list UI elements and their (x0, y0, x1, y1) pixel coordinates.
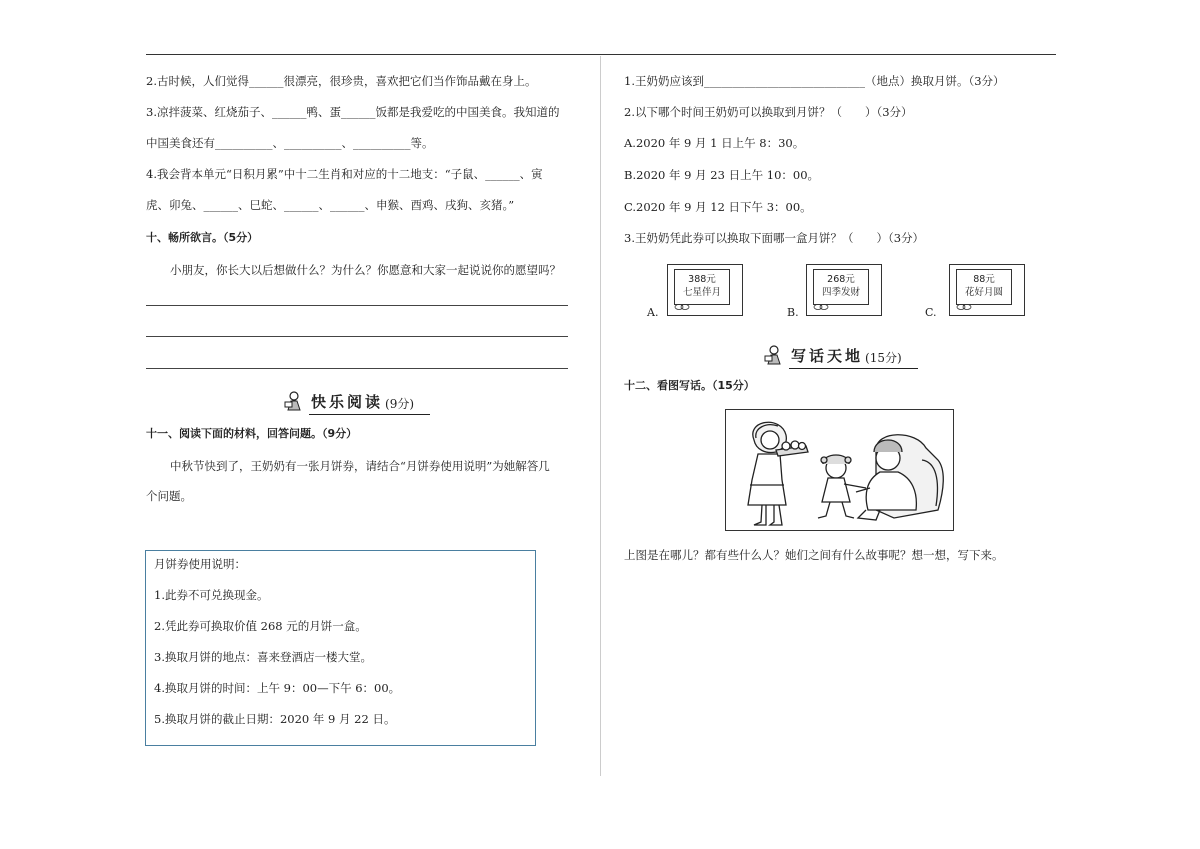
mooncake-price: 268元 (827, 274, 855, 285)
mooncake-box-b (806, 264, 882, 316)
notice-item: 4.换取月饼的时间：上午 9：00—下午 6：00。 (154, 681, 401, 695)
header-underline (309, 414, 430, 415)
option-b: B.2020 年 9 月 23 日上午 10：00。 (624, 168, 820, 182)
mooncake-icon (813, 302, 829, 310)
column-divider (600, 56, 601, 776)
reading-section-title: 快乐阅读 (311, 393, 384, 411)
right-question-1: 1.王奶奶应该到____________________________（地点）换取月饼。（3分） (624, 74, 1005, 88)
writing-section-header (763, 340, 902, 366)
writing-section-title: 写话天地 (791, 347, 864, 365)
notice-item: 5.换取月饼的截止日期：2020 年 9 月 22 日。 (154, 712, 396, 726)
right-question-3: 3.王奶奶凭此券可以换取下面哪一盒月饼？（ ）（3分） (624, 231, 925, 245)
box-letter-b: B. (787, 306, 799, 319)
mooncake-box-c (949, 264, 1025, 316)
section-11-title: 十一、阅读下面的材料，回答问题。（9分） (146, 427, 358, 440)
reading-section-header (283, 386, 414, 412)
mooncake-icon (956, 302, 972, 310)
notice-item: 3.换取月饼的地点：喜来登酒店一楼大堂。 (154, 650, 372, 664)
writing-boy-icon (763, 344, 785, 366)
question-2: 2.古时候，人们觉得______很漂亮，很珍贵，喜欢把它们当作饰品戴在身上。 (146, 74, 537, 88)
writing-line[interactable] (146, 368, 568, 369)
mooncake-price: 88元 (973, 274, 995, 285)
family-scene-drawing (726, 410, 952, 529)
question-4-line-1: 4.我会背本单元“日积月累”中十二生肖和对应的十二地支：“子鼠、______、寅 (146, 167, 543, 181)
mooncake-name: 花好月圆 (964, 287, 1003, 298)
section-10-prompt: 小朋友，你长大以后想做什么？为什么？你愿意和大家一起说说你的愿望吗？ (170, 263, 561, 277)
mooncake-box-a (667, 264, 743, 316)
reading-section-points: (9分) (385, 397, 415, 411)
mooncake-name: 四季发财 (821, 287, 860, 298)
writing-line[interactable] (146, 305, 568, 306)
mooncake-box-label (674, 269, 730, 305)
notice-item: 2.凭此券可换取价值 268 元的月饼一盒。 (154, 619, 367, 633)
option-a: A.2020 年 9 月 1 日上午 8：30。 (624, 136, 805, 150)
top-rule (146, 54, 1056, 55)
question-3-line-1: 3.凉拌菠菜、红烧茄子、______鸭、蛋______饭都是我爱吃的中国美食。我知道的 (146, 105, 560, 119)
section-12-prompt: 上图是在哪儿？都有些什么人？她们之间有什么故事呢？想一想，写下来。 (624, 548, 1004, 562)
section-12-title: 十二、看图写话。（15分） (624, 379, 755, 392)
writing-section-points: (15分) (865, 351, 902, 365)
question-3-line-2: 中国美食还有__________、__________、__________等。 (146, 136, 434, 150)
box-letter-c: C. (925, 306, 937, 319)
writing-line[interactable] (146, 336, 568, 337)
reading-boy-icon (283, 390, 305, 412)
right-question-2: 2.以下哪个时间王奶奶可以换取到月饼？（ ）（3分） (624, 105, 913, 119)
notice-title: 月饼券使用说明： (154, 557, 246, 571)
section-11-paragraph-line-1: 中秋节快到了，王奶奶有一张月饼券，请结合“月饼券使用说明”为她解答几 (170, 459, 550, 473)
section-10-title: 十、畅所欲言。（5分） (146, 231, 259, 244)
mooncake-name: 七星伴月 (682, 287, 721, 298)
box-letter-a: A. (647, 306, 659, 319)
mooncake-box-label (956, 269, 1012, 305)
section-11-paragraph-line-2: 个问题。 (146, 489, 192, 503)
notice-item: 1.此券不可兑换现金。 (154, 588, 269, 602)
question-4-line-2: 虎、卯兔、______、巳蛇、______、______、申猴、酉鸡、戌狗、亥猪。” (146, 198, 515, 212)
family-illustration (725, 409, 954, 531)
header-underline (789, 368, 918, 369)
mooncake-box-label (813, 269, 869, 305)
mooncake-price: 388元 (688, 274, 716, 285)
mooncake-icon (674, 302, 690, 310)
mooncake-voucher-notice (145, 550, 536, 746)
option-c: C.2020 年 9 月 12 日下午 3：00。 (624, 200, 812, 214)
